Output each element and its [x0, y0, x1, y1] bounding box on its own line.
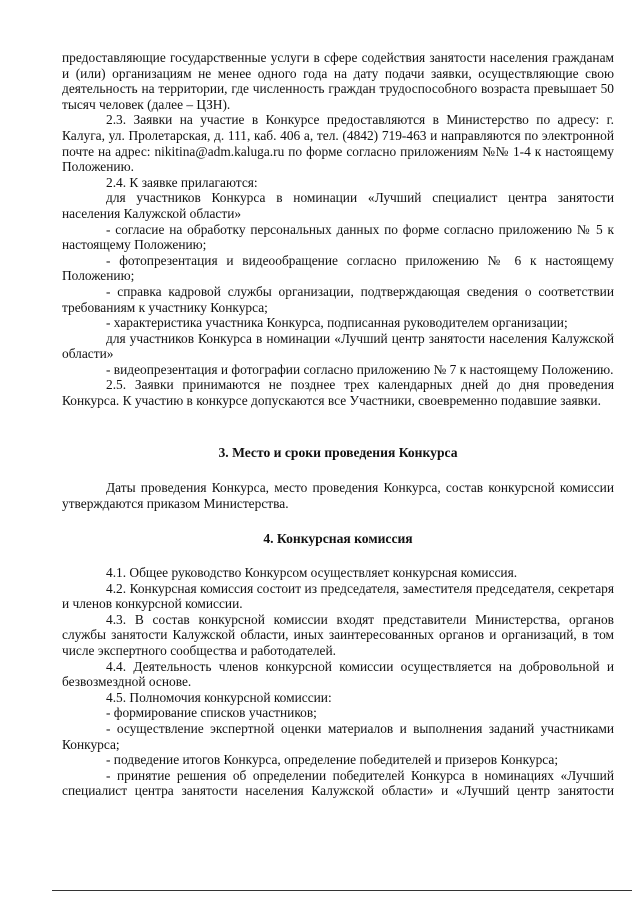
nomination-center-intro: для участников Конкурса в номинации «Лучший центр занятости населения Калужской области»	[62, 330, 614, 362]
paragraph-4-2: 4.2. Конкурсная комиссия состоит из председателя, заместителя председателя, секретаря и членов конкурсной комиссии.	[62, 580, 614, 612]
paragraph-2-5: 2.5. Заявки принимаются не позднее трех календарных дней до дня проведения Конкурса. К участию в конкурсе допускаются все Участники, своевременно подавшие заявки.	[62, 377, 614, 409]
document-body	[62, 50, 614, 799]
list-item-decision-winners: - принятие решения об определении победителей Конкурса в номинациях «Лучший специалист центра занятости населения Калужской области» и «Лучший центр занятости	[62, 767, 614, 799]
list-item-consent: - согласие на обработку персональных данных по форме согласно приложению № 5 к настоящему Положению;	[62, 221, 614, 253]
section-4-heading: 4. Конкурсная комиссия	[263, 531, 413, 547]
paragraph-2-4: 2.4. К заявке прилагаются:	[106, 174, 258, 190]
paragraph-4-4: 4.4. Деятельность членов конкурсной комиссии осуществляется на добровольной и безвозмездной основе.	[62, 658, 614, 690]
paragraph-4-1: 4.1. Общее руководство Конкурсом осуществляет конкурсная комиссия.	[106, 565, 518, 581]
list-item-hr-certificate: - справка кадровой службы организации, подтверждающая сведения о соответствии требованиям к участнику Конкурса;	[62, 283, 614, 315]
paragraph-4-3: 4.3. В состав конкурсной комиссии входят представители Министерства, органов службы занятости Калужской области, иных заинтересованных органов и организаций, в том числе экспертного сообщества и работодателей.	[62, 611, 614, 658]
paragraph-2-3: 2.3. Заявки на участие в Конкурсе предоставляются в Министерство по адресу: г. Калуга, ул. Пролетарская, д. 111, каб. 406 а, тел. (4842) 719-463 и направляются по электронной почте на адрес: nikitina@adm.kaluga.ru по форме согласно приложениям №№ 1-4 к настоящему Положению.	[62, 112, 614, 175]
list-item-expert-evaluation: - осуществление экспертной оценки материалов и выполнения заданий участниками Конкурса;	[62, 720, 614, 752]
page-bottom-divider	[52, 890, 632, 891]
paragraph-continuation: предоставляющие государственные услуги в сфере содействия занятости населения гражданам и (или) организациям не менее одного года на дату подачи заявки, осуществляющие свою деятельность на территории, где численность граждан трудоспособного возраста превышает 50 тысяч человек (далее – ЦЗН).	[62, 50, 614, 112]
list-item-form-lists: - формирование списков участников;	[106, 705, 317, 721]
section-3-text: Даты проведения Конкурса, место проведения Конкурса, состав конкурсной комиссии утверждаются приказом Министерства.	[62, 480, 614, 511]
list-item-summing-up: - подведение итогов Конкурса, определение победителей и призеров Конкурса;	[106, 752, 559, 768]
nomination-specialist-intro: для участников Конкурса в номинации «Лучший специалист центра занятости населения Калужской области»	[62, 190, 614, 221]
list-item-video-presentation: - видеопрезентация и фотографии согласно приложению № 7 к настоящему Положению.	[106, 361, 614, 377]
list-item-characteristic: - характеристика участника Конкурса, подписанная руководителем организации;	[106, 315, 568, 331]
paragraph-4-5: 4.5. Полномочия конкурсной комиссии:	[106, 689, 332, 705]
section-3-heading: 3. Место и сроки проведения Конкурса	[218, 444, 458, 460]
list-item-photo-presentation: - фотопрезентация и видеообращение согласно приложению № 6 к настоящему Положению;	[62, 252, 614, 284]
